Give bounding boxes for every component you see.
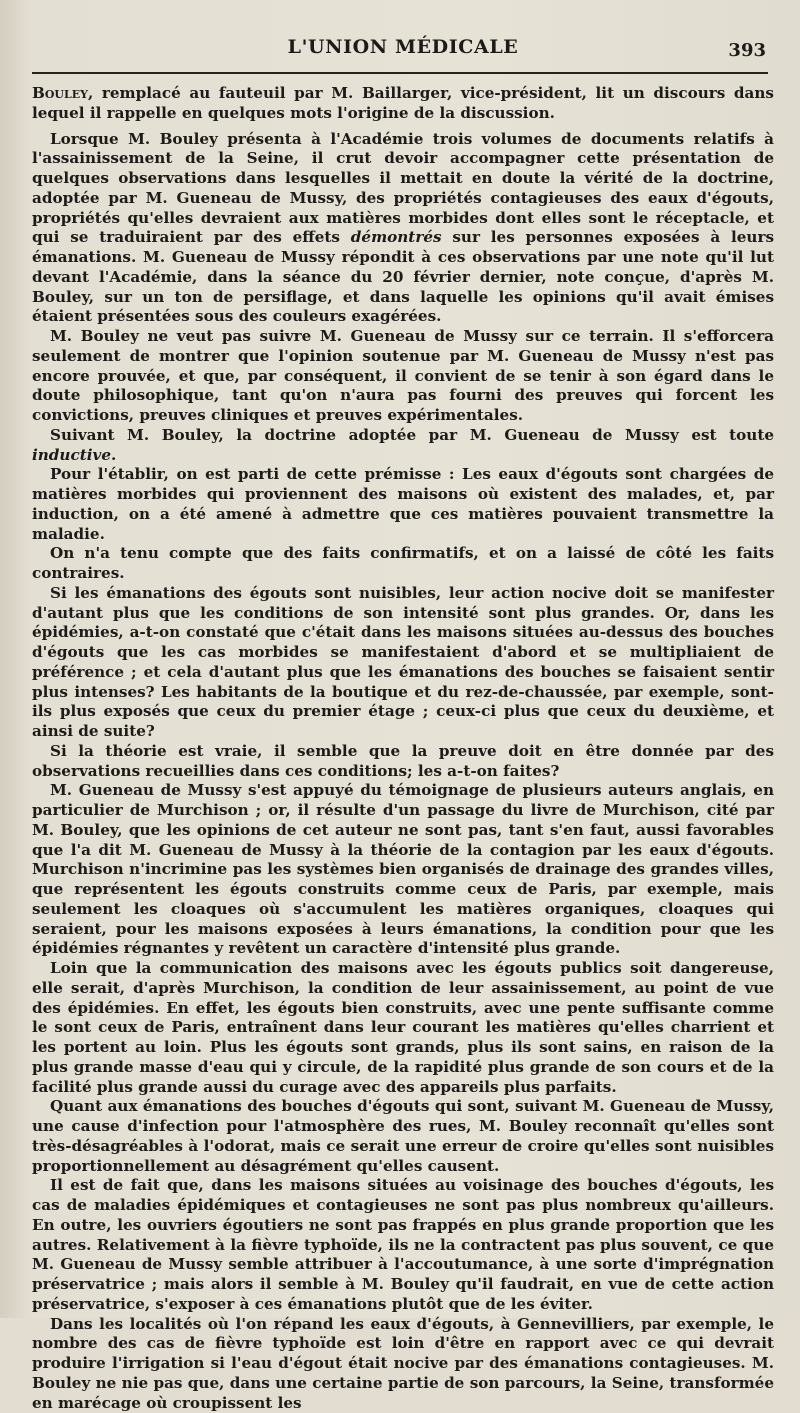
emphasis: démontrés — [351, 228, 442, 246]
paragraph-5 — [32, 465, 774, 544]
paragraph-text: On n'a tenu compte que des faits confirmatifs, et on a laissé de côté les faits contraires. — [32, 544, 774, 582]
paragraph-text-cont: . — [111, 446, 116, 464]
paragraph-text: M. Gueneau de Mussy s'est appuyé du témoignage de plusieurs auteurs anglais, en particulier de Murchison ; or, il résulte d'un passage du livre de Murchison, cité par M. Bouley, que les opinions de cet auteur ne sont pas, tant s'en faut, aussi favorables que l'a dit M. Gueneau de Mussy à la théorie de la contagion par les eaux d'égouts. Murchison n'incrimine pas les systèmes bien organisés de drainage des grandes villes, que représentent les égouts construits comme ceux de Paris, par exemple, mais seulement les cloaques où s'accumulent les matières organiques, cloaques qui seraient, pour les maisons exposées à leurs émanations, la condition pour que les épidémies régnantes y revêtent un caractère d'intensité plus grande. — [32, 781, 774, 957]
paragraph-13 — [32, 1315, 774, 1413]
paragraph-text: Dans les localités où l'on répand les eaux d'égouts, à Gennevilliers, par exemple, le nombre des cas de fièvre typhoïde est loin d'être en rapport avec ce qui devrait produire l'irrigation si l'eau d'égout était nocive par des émanations contagieuses. M. Bouley ne nie pas que, dans une certaine partie de son parcours, la Seine, transformée en marécage où croupissent les — [32, 1315, 774, 1412]
paragraph-8 — [32, 742, 774, 782]
header-rule — [32, 72, 768, 74]
paragraph-text: Si la théorie est vraie, il semble que la preuve doit en être donnée par des observations recueillies dans ces conditions; les a-t-on faites? — [32, 742, 774, 780]
paragraph-7 — [32, 584, 774, 742]
paragraph-text: Loin que la communication des maisons avec les égouts publics soit dangereuse, elle serait, d'après Murchison, la condition de leur assainissement, au point de vue des épidémies. En effet, les égouts bien construits, avec une pente suffisante comme le sont ceux de Paris, entraînent dans leur courant les matières qu'elles charrient et les portent au loin. Plus les égouts sont grands, plus ils sont sains, en raison de la plus grande masse d'eau qui y circule, de la rapidité plus grande de son cours et de la facilité plus grande aussi du curage avec des appareils plus parfaits. — [32, 959, 774, 1096]
paragraph-1 — [32, 84, 774, 124]
paragraph-3 — [32, 327, 774, 426]
paragraph-12 — [32, 1176, 774, 1314]
paragraph-11 — [32, 1097, 774, 1176]
paragraph-text: Pour l'établir, on est parti de cette prémisse : Les eaux d'égouts sont chargées de matières morbides qui proviennent des maisons où existent des malades, et, par induction, on a été amené à admettre que ces matières pouvaient transmettre la maladie. — [32, 465, 774, 542]
paragraph-4 — [32, 426, 774, 466]
paragraph-text-cont: sur les personnes exposées à leurs émanations. M. Gueneau de Mussy répondit à ces observations par une note qu'il lut devant l'Académie, dans la séance du 20 février dernier, note conçue, d'après M. Bouley, sur un ton de persiflage, et dans laquelle les opinions qu'il avait émises étaient présentées sous des couleurs exagérées. — [32, 228, 774, 325]
paragraph-6 — [32, 544, 774, 584]
emphasis: inductive — [32, 446, 111, 464]
running-title: L'UNION MÉDICALE — [32, 36, 774, 58]
speaker-name: Bouley — [32, 84, 88, 102]
page-header — [32, 30, 774, 62]
paragraph-text: Lorsque M. Bouley présenta à l'Académie trois volumes de documents relatifs à l'assainissement de la Seine, il crut devoir accompagner cette présentation de quelques observations dans lesquelles il mettait en doute la vérité de la doctrine, adoptée par M. Gueneau de Mussy, des propriétés contagieuses des eaux d'égouts, propriétés qu'elles devraient aux matières morbides dont elles sont le réceptacle, et qui se traduiraient par des effets — [32, 130, 774, 247]
paragraph-text: , remplacé au fauteuil par M. Baillarger, vice-président, lit un discours dans lequel il rappelle en quelques mots l'origine de la discussion. — [32, 84, 774, 122]
paragraph-text: M. Bouley ne veut pas suivre M. Gueneau de Mussy sur ce terrain. Il s'efforcera seulement de montrer que l'opinion soutenue par M. Gueneau de Mussy n'est pas encore prouvée, et que, par conséquent, il convient de se tenir à son égard dans le doute philosophique, tant qu'on n'aura pas fourni des preuves qui forcent les convictions, preuves cliniques et preuves expérimentales. — [32, 327, 774, 424]
article-body — [32, 84, 774, 1413]
paragraph-10 — [32, 959, 774, 1097]
paragraph-text: Il est de fait que, dans les maisons situées au voisinage des bouches d'égouts, les cas de maladies épidémiques et contagieuses ne sont pas plus nombreux qu'ailleurs. En outre, les ouvriers égoutiers ne sont pas frappés en plus grande proportion que les autres. Relativement à la fièvre typhoïde, ils ne la contractent pas plus souvent, ce que M. Gueneau de Mussy semble attribuer à l'accoutumance, à une sorte d'imprégnation préservatrice ; mais alors il semble à M. Bouley qu'il faudrait, en vue de cette action préservatrice, s'exposer à ces émanations plutôt que de les éviter. — [32, 1176, 774, 1313]
page-number: 393 — [728, 40, 766, 61]
paragraph-text: Suivant M. Bouley, la doctrine adoptée par M. Gueneau de Mussy est toute — [50, 426, 774, 444]
paragraph-text: Quant aux émanations des bouches d'égouts qui sont, suivant M. Gueneau de Mussy, une cause d'infection pour l'atmosphère des rues, M. Bouley reconnaît qu'elles sont très-désagréables à l'odorat, mais ce serait une erreur de croire qu'elles sont nuisibles proportionnellement au désagrément qu'elles causent. — [32, 1097, 774, 1174]
paragraph-text: Si les émanations des égouts sont nuisibles, leur action nocive doit se manifester d'autant plus que les conditions de son intensité sont plus grandes. Or, dans les épidémies, a-t-on constaté que c'était dans les maisons situées au-dessus des bouches d'égouts que les cas morbides se manifestaient d'abord et se multipliaient de préférence ; et cela d'autant plus que les émanations des bouches se faisaient sentir plus intenses? Les habitants de la boutique et du rez-de-chaussée, par exemple, sont-ils plus exposés que ceux du premier étage ; ceux-ci plus que ceux du deuxième, et ainsi de suite? — [32, 584, 774, 740]
paragraph-9 — [32, 781, 774, 959]
paragraph-2 — [32, 130, 774, 328]
